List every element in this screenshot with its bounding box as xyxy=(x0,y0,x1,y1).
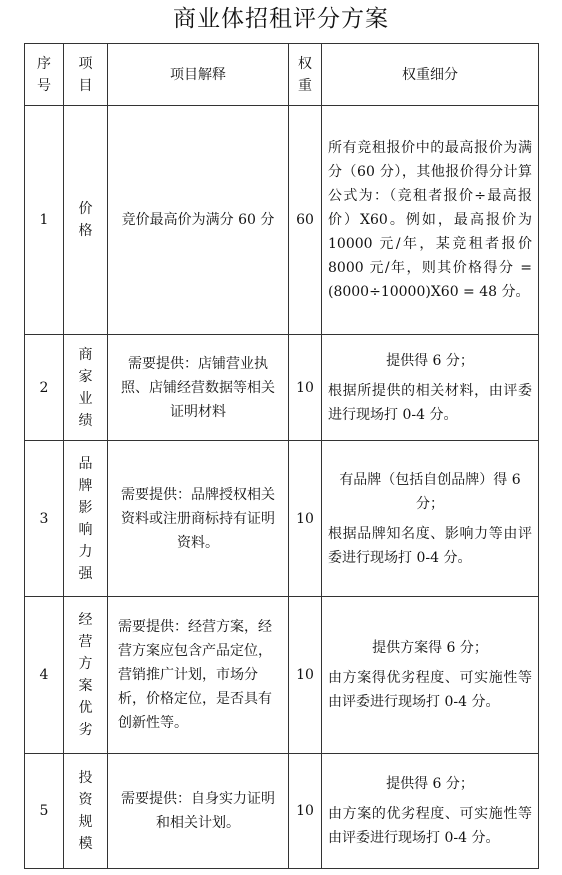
scoring-table xyxy=(24,43,539,869)
row-desc: 需要提供：经营方案，经营方案应包含产品定位，营销推广计划，市场分析，价格定位，是否具有创新性等。 xyxy=(108,597,289,754)
row-item: 商家业绩 xyxy=(64,335,108,441)
row-item: 经营方案优劣 xyxy=(64,597,108,754)
table-header-row xyxy=(25,44,539,106)
row-weight: 10 xyxy=(289,335,322,441)
row-detail: 所有竞租报价中的最高报价为满分（60 分），其他报价得分计算公式为：（竞租者报价÷最高报价）X60。例如，最高报价为 10000 元/年，某竞租者报价 8000 元/年，则其价格得分 =(8000÷10000)X60 = 48 分。 xyxy=(322,106,539,335)
row-desc: 需要提供：自身实力证明和相关计划。 xyxy=(108,754,289,869)
table-row xyxy=(25,441,539,597)
row-weight: 10 xyxy=(289,754,322,869)
row-no: 4 xyxy=(25,597,64,754)
row-detail: 提供得 6 分； 根据所提供的相关材料，由评委进行现场打 0-4 分。 xyxy=(322,335,539,441)
row-detail: 提供方案得 6 分； 由方案得优劣程度、可实施性等由评委进行现场打 0-4 分。 xyxy=(322,597,539,754)
header-no: 序号 xyxy=(25,44,64,106)
header-detail: 权重细分 xyxy=(322,44,539,106)
table-row xyxy=(25,597,539,754)
row-no: 5 xyxy=(25,754,64,869)
table-row xyxy=(25,106,539,335)
row-detail: 有品牌（包括自创品牌）得 6 分； 根据品牌知名度、影响力等由评委进行现场打 0-4 分。 xyxy=(322,441,539,597)
row-weight: 10 xyxy=(289,441,322,597)
row-detail: 提供得 6 分； 由方案的优劣程度、可实施性等由评委进行现场打 0-4 分。 xyxy=(322,754,539,869)
row-item: 价格 xyxy=(64,106,108,335)
table-row xyxy=(25,754,539,869)
row-no: 1 xyxy=(25,106,64,335)
header-weight: 权重 xyxy=(289,44,322,106)
row-weight: 10 xyxy=(289,597,322,754)
page-title: 商业体招租评分方案 xyxy=(173,6,389,32)
header-item: 项目 xyxy=(64,44,108,106)
row-desc: 竞价最高价为满分 60 分 xyxy=(108,106,289,335)
row-no: 3 xyxy=(25,441,64,597)
row-no: 2 xyxy=(25,335,64,441)
table-row xyxy=(25,335,539,441)
row-item: 投资规模 xyxy=(64,754,108,869)
row-desc: 需要提供：品牌授权相关资料或注册商标持有证明资料。 xyxy=(108,441,289,597)
header-desc: 项目解释 xyxy=(108,44,289,106)
row-desc: 需要提供：店铺营业执照、店铺经营数据等相关证明材料 xyxy=(108,335,289,441)
row-item: 品牌影响力强 xyxy=(64,441,108,597)
row-weight: 60 xyxy=(289,106,322,335)
